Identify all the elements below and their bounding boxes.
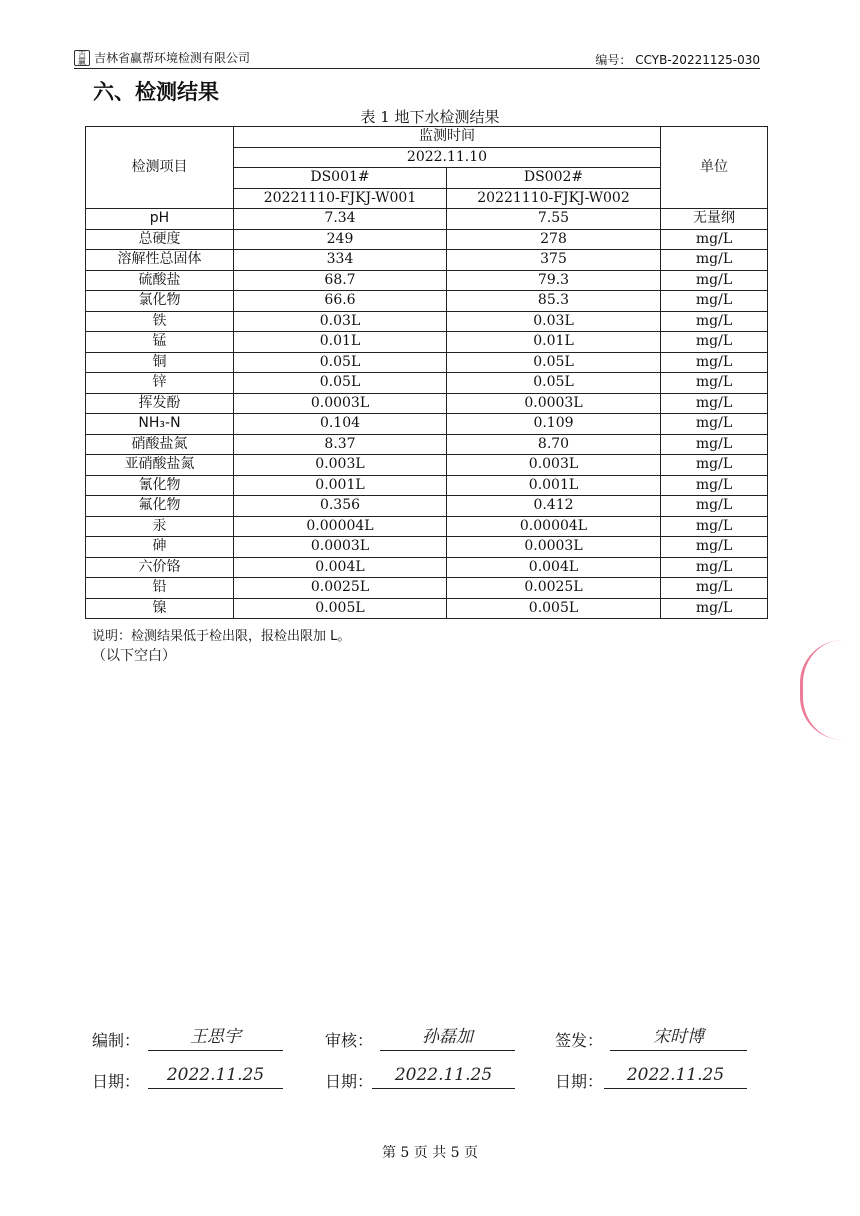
row-item: pH	[86, 209, 234, 230]
header-item: 检测项目	[86, 127, 234, 209]
table-row	[86, 455, 768, 476]
table-row	[86, 352, 768, 373]
row-value-ds002: 0.01L	[447, 332, 661, 353]
row-value-ds002: 0.0003L	[447, 393, 661, 414]
row-value-ds001: 0.003L	[234, 455, 447, 476]
row-item: 氯化物	[86, 291, 234, 312]
row-item: 锰	[86, 332, 234, 353]
row-item: 氰化物	[86, 475, 234, 496]
row-item: NH₃-N	[86, 414, 234, 435]
row-value-ds002: 7.55	[447, 209, 661, 230]
compile-signature: 王思宇	[148, 1024, 283, 1051]
row-unit: mg/L	[661, 434, 768, 455]
table-row	[86, 578, 768, 599]
row-item: 砷	[86, 537, 234, 558]
date-label-3: 日期：	[555, 1072, 604, 1091]
row-value-ds002: 375	[447, 250, 661, 271]
row-unit: mg/L	[661, 455, 768, 476]
row-item: 溶解性总固体	[86, 250, 234, 271]
table-row	[86, 209, 768, 230]
row-item: 总硬度	[86, 229, 234, 250]
row-value-ds001: 0.356	[234, 496, 447, 517]
row-item: 铁	[86, 311, 234, 332]
table-row	[86, 373, 768, 394]
row-item: 铜	[86, 352, 234, 373]
row-item: 六价铬	[86, 557, 234, 578]
company-logo-icon: 吉 赢	[74, 50, 90, 66]
row-unit: mg/L	[661, 557, 768, 578]
sample1-id: DS001#	[234, 168, 447, 189]
review-date: 2022.11.25	[372, 1062, 515, 1089]
row-value-ds002: 0.03L	[447, 311, 661, 332]
row-unit: mg/L	[661, 373, 768, 394]
table-note: 说明：检测结果低于检出限，报检出限加 L。	[92, 629, 351, 644]
issue-label: 签发：	[555, 1031, 604, 1050]
row-unit: mg/L	[661, 475, 768, 496]
row-item: 铅	[86, 578, 234, 599]
row-value-ds002: 0.004L	[447, 557, 661, 578]
table-row	[86, 332, 768, 353]
table-row	[86, 229, 768, 250]
row-unit: mg/L	[661, 250, 768, 271]
row-item: 硝酸盐氮	[86, 434, 234, 455]
row-unit: mg/L	[661, 270, 768, 291]
row-value-ds001: 334	[234, 250, 447, 271]
sample1-code: 20221110-FJKJ-W001	[234, 188, 447, 209]
page-footer: 第 5 页 共 5 页	[381, 1145, 479, 1161]
table-row	[86, 393, 768, 414]
issue-date: 2022.11.25	[604, 1062, 747, 1089]
table-row	[86, 475, 768, 496]
document-number: 编号： CCYB-20221125-030	[595, 53, 760, 67]
row-item: 镍	[86, 598, 234, 619]
header-date: 2022.11.10	[234, 147, 661, 168]
table-row	[86, 516, 768, 537]
row-value-ds002: 0.0003L	[447, 537, 661, 558]
row-value-ds001: 7.34	[234, 209, 447, 230]
row-unit: mg/L	[661, 332, 768, 353]
row-unit: mg/L	[661, 598, 768, 619]
row-value-ds002: 0.05L	[447, 352, 661, 373]
row-value-ds001: 66.6	[234, 291, 447, 312]
issue-signature: 宋时博	[610, 1024, 747, 1051]
row-value-ds001: 249	[234, 229, 447, 250]
row-value-ds001: 0.001L	[234, 475, 447, 496]
row-value-ds001: 0.0025L	[234, 578, 447, 599]
row-item: 汞	[86, 516, 234, 537]
row-value-ds001: 0.05L	[234, 352, 447, 373]
row-item: 硫酸盐	[86, 270, 234, 291]
table-caption: 表 1 地下水检测结果	[360, 108, 500, 126]
table-row	[86, 537, 768, 558]
row-unit: mg/L	[661, 578, 768, 599]
row-unit: mg/L	[661, 291, 768, 312]
review-signature: 孙磊加	[380, 1024, 515, 1051]
table-row	[86, 311, 768, 332]
company-name: 吉林省赢帮环境检测有限公司	[94, 51, 251, 65]
row-value-ds001: 8.37	[234, 434, 447, 455]
row-value-ds002: 0.00004L	[447, 516, 661, 537]
row-value-ds002: 0.005L	[447, 598, 661, 619]
row-unit: mg/L	[661, 537, 768, 558]
row-value-ds002: 0.001L	[447, 475, 661, 496]
header-monitor-time: 监测时间	[234, 127, 661, 148]
row-value-ds002: 85.3	[447, 291, 661, 312]
row-unit: mg/L	[661, 496, 768, 517]
row-unit: mg/L	[661, 229, 768, 250]
row-value-ds001: 0.05L	[234, 373, 447, 394]
row-unit: mg/L	[661, 414, 768, 435]
results-table	[85, 126, 768, 619]
row-unit: mg/L	[661, 352, 768, 373]
header-unit: 单位	[661, 127, 768, 209]
table-row	[86, 598, 768, 619]
table-row	[86, 291, 768, 312]
row-unit: mg/L	[661, 516, 768, 537]
review-label: 审核：	[325, 1031, 374, 1050]
row-value-ds001: 0.00004L	[234, 516, 447, 537]
table-row	[86, 250, 768, 271]
row-item: 亚硝酸盐氮	[86, 455, 234, 476]
row-value-ds001: 0.0003L	[234, 537, 447, 558]
row-value-ds002: 0.109	[447, 414, 661, 435]
blank-below-note: （以下空白）	[92, 648, 176, 664]
row-item: 锌	[86, 373, 234, 394]
row-value-ds002: 0.412	[447, 496, 661, 517]
seal-stamp-edge	[800, 640, 843, 740]
sample2-id: DS002#	[447, 168, 661, 189]
table-row	[86, 496, 768, 517]
row-value-ds001: 0.01L	[234, 332, 447, 353]
row-value-ds001: 0.104	[234, 414, 447, 435]
row-value-ds001: 0.0003L	[234, 393, 447, 414]
row-value-ds002: 0.0025L	[447, 578, 661, 599]
date-label-2: 日期：	[325, 1072, 374, 1091]
row-unit: 无量纲	[661, 209, 768, 230]
row-value-ds002: 0.003L	[447, 455, 661, 476]
header-divider	[74, 68, 760, 69]
section-title: 六、检测结果	[93, 80, 219, 104]
row-value-ds001: 0.005L	[234, 598, 447, 619]
compile-label: 编制：	[92, 1031, 141, 1050]
row-item: 氟化物	[86, 496, 234, 517]
row-value-ds001: 0.03L	[234, 311, 447, 332]
row-value-ds002: 0.05L	[447, 373, 661, 394]
row-value-ds002: 278	[447, 229, 661, 250]
table-row	[86, 434, 768, 455]
table-row	[86, 270, 768, 291]
row-unit: mg/L	[661, 311, 768, 332]
compile-date: 2022.11.25	[148, 1062, 283, 1089]
row-value-ds002: 79.3	[447, 270, 661, 291]
sample2-code: 20221110-FJKJ-W002	[447, 188, 661, 209]
row-value-ds002: 8.70	[447, 434, 661, 455]
row-item: 挥发酚	[86, 393, 234, 414]
row-unit: mg/L	[661, 393, 768, 414]
table-row	[86, 557, 768, 578]
row-value-ds001: 0.004L	[234, 557, 447, 578]
company-header	[74, 49, 250, 66]
date-label-1: 日期：	[92, 1072, 141, 1091]
row-value-ds001: 68.7	[234, 270, 447, 291]
table-row	[86, 414, 768, 435]
